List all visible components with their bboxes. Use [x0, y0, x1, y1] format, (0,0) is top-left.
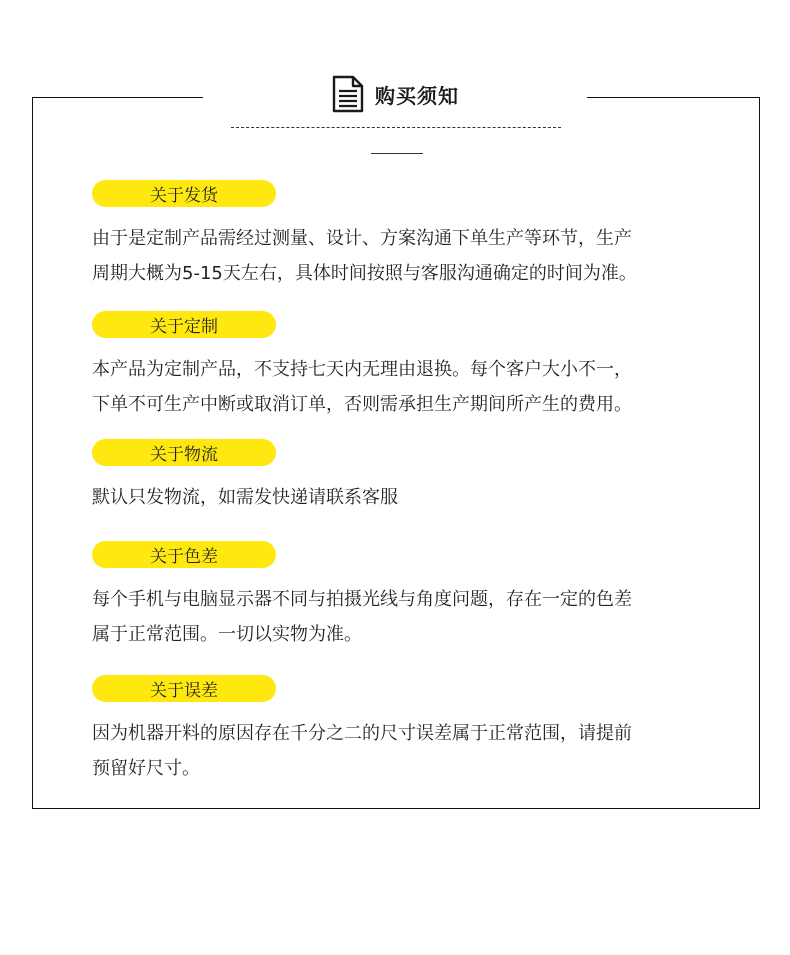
- dashed-divider: [231, 127, 561, 128]
- section-size-error: [92, 675, 712, 786]
- section-shipping: [92, 180, 712, 291]
- section-label-pill: 关于色差: [92, 541, 276, 568]
- section-label-pill: 关于定制: [92, 311, 276, 338]
- section-label-pill: 关于发货: [92, 180, 276, 207]
- short-divider: [371, 153, 423, 154]
- section-text: 本产品为定制产品，不支持七天内无理由退换。每个客户大小不一， 下单不可生产中断或取消订单，否则需承担生产期间所产生的费用。: [92, 359, 632, 415]
- section-label-pill: 关于误差: [92, 675, 276, 702]
- page-title: 购买须知: [375, 83, 459, 108]
- section-text: 由于是定制产品需经过测量、设计、方案沟通下单生产等环节，生产 周期大概为5-15天左右，具体时间按照与客服沟通确定的时间为准。: [92, 228, 637, 284]
- section-text: 每个手机与电脑显示器不同与拍摄光线与角度问题，存在一定的色差 属于正常范围。一切以实物为准。: [92, 589, 632, 645]
- section-text: 默认只发物流，如需发快递请联系客服: [92, 487, 398, 508]
- document-icon: [331, 75, 365, 113]
- section-text: 因为机器开料的原因存在千分之二的尺寸误差属于正常范围，请提前 预留好尺寸。: [92, 723, 632, 779]
- section-customization: [92, 311, 712, 422]
- header: [0, 74, 790, 114]
- section-logistics: [92, 439, 712, 515]
- section-label-pill: 关于物流: [92, 439, 276, 466]
- section-color-difference: [92, 541, 712, 652]
